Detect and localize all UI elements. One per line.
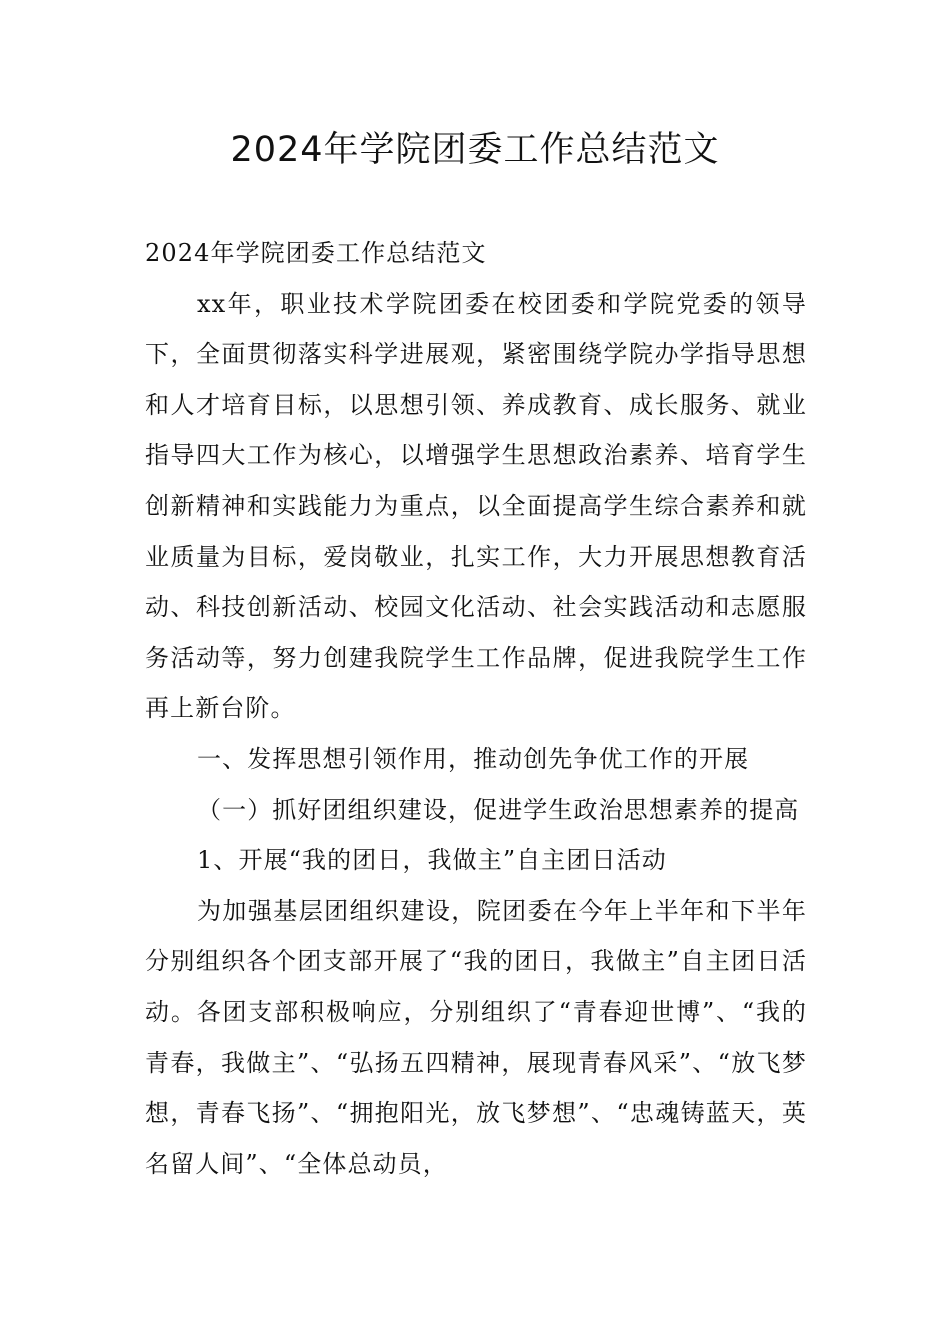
- paragraph-intro: xx年，职业技术学院团委在校团委和学院党委的领导下，全面贯彻落实科学进展观，紧密围绕学院办学指导思想和人才培育目标，以思想引领、养成教育、成长服务、就业指导四大工作为核心，以增强学生思想政治素养、培育学生创新精神和实践能力为重点，以全面提高学生综合素养和就业质量为目标，爱岗敬业，扎实工作，大力开展思想教育活动、科技创新活动、校园文化活动、社会实践活动和志愿服务活动等，努力创建我院学生工作品牌，促进我院学生工作再上新台阶。: [145, 289, 807, 723]
- document-subtitle: 2024年学院团委工作总结范文: [145, 239, 487, 267]
- subsection-heading-1: （一）抓好团组织建设，促进学生政治思想素养的提高: [197, 795, 800, 824]
- section-heading-1: 一、发挥思想引领作用，推动创先争优工作的开展: [197, 744, 750, 773]
- document-body: [145, 228, 807, 1189]
- paragraph-activities: 为加强基层团组织建设，院团委在今年上半年和下半年分别组织各个团支部开展了“我的团日，我做主”自主团日活动。各团支部积极响应，分别组织了“青春迎世博”、“我的青春，我做主”、“弘扬五四精神，展现青春风采”、“放飞梦想，青春飞扬”、“拥抱阳光，放飞梦想”、“忠魂铸蓝天，英名留人间”、“全体总动员，: [145, 896, 807, 1178]
- document-title: 2024年学院团委工作总结范文: [230, 130, 720, 170]
- item-heading-1: 1、开展“我的团日，我做主”自主团日活动: [197, 846, 667, 875]
